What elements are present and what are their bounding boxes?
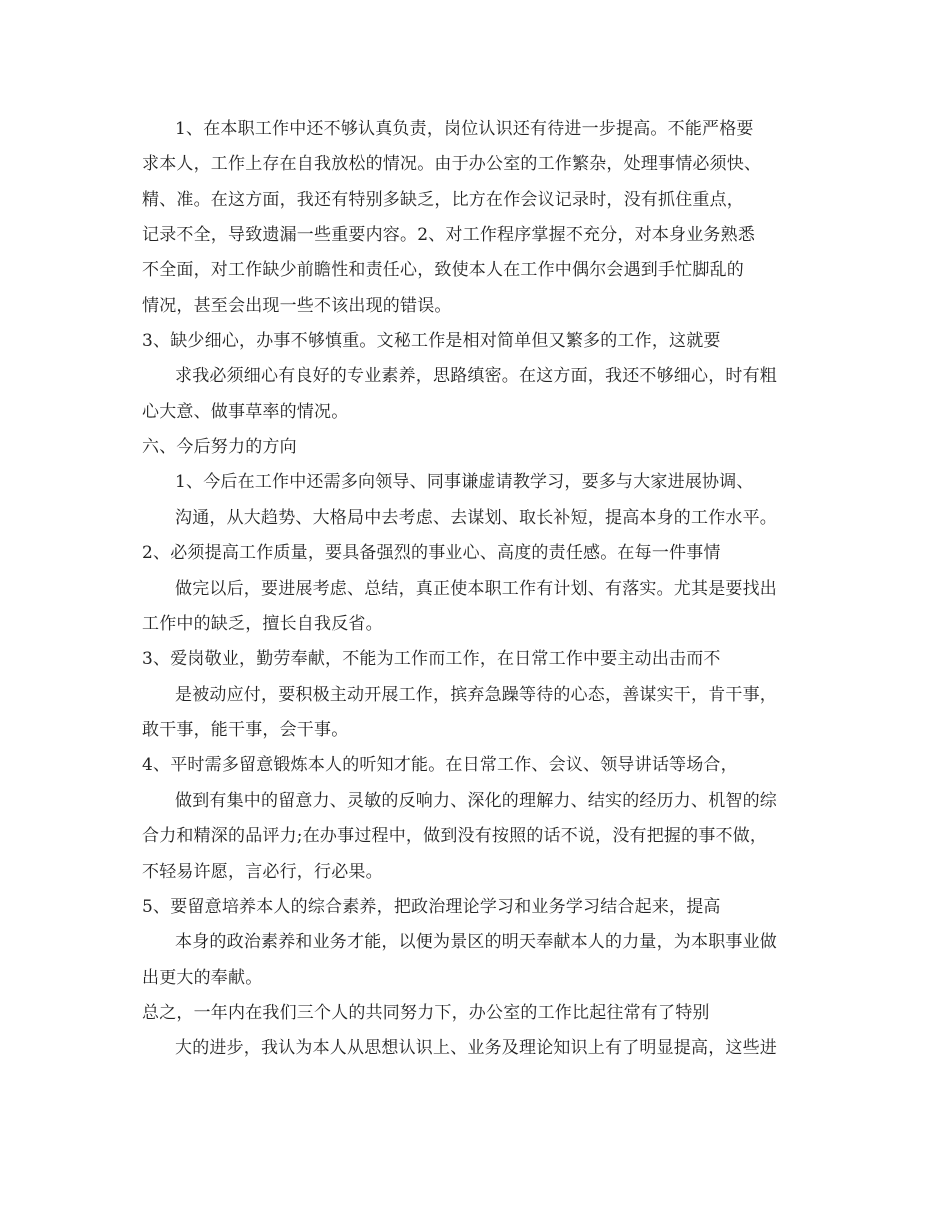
text-line: 情况，甚至会出现一些不该出现的错误。 [142,296,452,316]
text-line: 合力和精深的品评力;在办事过程中，做到没有按照的话不说，没有把握的事不做， [142,826,768,846]
text-line: 不轻易许愿，言必行，行必果。 [142,862,383,882]
text-line: 做到有集中的留意力、灵敏的反响力、深化的理解力、结实的经历力、机智的综 [175,791,777,811]
text-line: 做完以后，要进展考虑、总结，真正使本职工作有计划、有落实。尤其是要找出 [175,579,777,599]
text-line: 记录不全，导致遗漏一些重要内容。2、对工作程序掌握不充分，对本身业务熟悉 [142,225,756,245]
text-line: 精、准。在这方面，我还有特别多缺乏，比方在作会议记录时，没有抓住重点， [142,190,744,210]
text-line: 是被动应付，要积极主动开展工作，摈弃急躁等待的心态，善谋实干，肯干事， [175,685,777,705]
section-heading: 六、今后努力的方向 [142,437,297,457]
text-line: 敢干事，能干事，会干事。 [142,720,349,740]
text-line: 不全面，对工作缺少前瞻性和责任心，致使本人在工作中偶尔会遇到手忙脚乱的 [142,260,744,280]
text-line: 本身的政治素养和业务才能，以便为景区的明天奉献本人的力量，为本职事业做 [175,932,777,952]
text-line: 总之，一年内在我们三个人的共同努力下，办公室的工作比起往常有了特别 [142,1003,710,1023]
text-line: 大的进步，我认为本人从思想认识上、业务及理论知识上有了明显提高，这些进 [175,1038,777,1058]
text-line: 沟通，从大趋势、大格局中去考虑、去谋划、取长补短，提高本身的工作水平。 [175,508,777,528]
text-line: 出更大的奉献。 [142,968,263,988]
text-line: 求本人，工作上存在自我放松的情况。由于办公室的工作繁杂，处理事情必须快、 [142,154,762,174]
text-line: 3、爱岗敬业，勤劳奉献，不能为工作而工作，在日常工作中要主动出击而不 [142,649,721,669]
text-line: 1、今后在工作中还需多向领导、同事谦虚请教学习，要多与大家进展协调、 [175,472,754,492]
text-line: 2、必须提高工作质量，要具备强烈的事业心、高度的责任感。在每一件事情 [142,543,721,563]
text-line: 3、缺少细心，办事不够慎重。文秘工作是相对简单但又繁多的工作，这就要 [142,331,721,351]
text-line: 工作中的缺乏，擅长自我反省。 [142,614,383,634]
text-line: 心大意、做事草率的情况。 [142,402,349,422]
text-line: 5、要留意培养本人的综合素养，把政治理论学习和业务学习结合起来，提高 [142,897,721,917]
text-line: 求我必须细心有良好的专业素养，思路缜密。在这方面，我还不够细心，时有粗 [175,366,777,386]
text-line: 1、在本职工作中还不够认真负责，岗位认识还有待进一步提高。不能严格要 [175,119,754,139]
text-line: 4、平时需多留意锻炼本人的听知才能。在日常工作、会议、领导讲话等场合， [142,755,738,775]
